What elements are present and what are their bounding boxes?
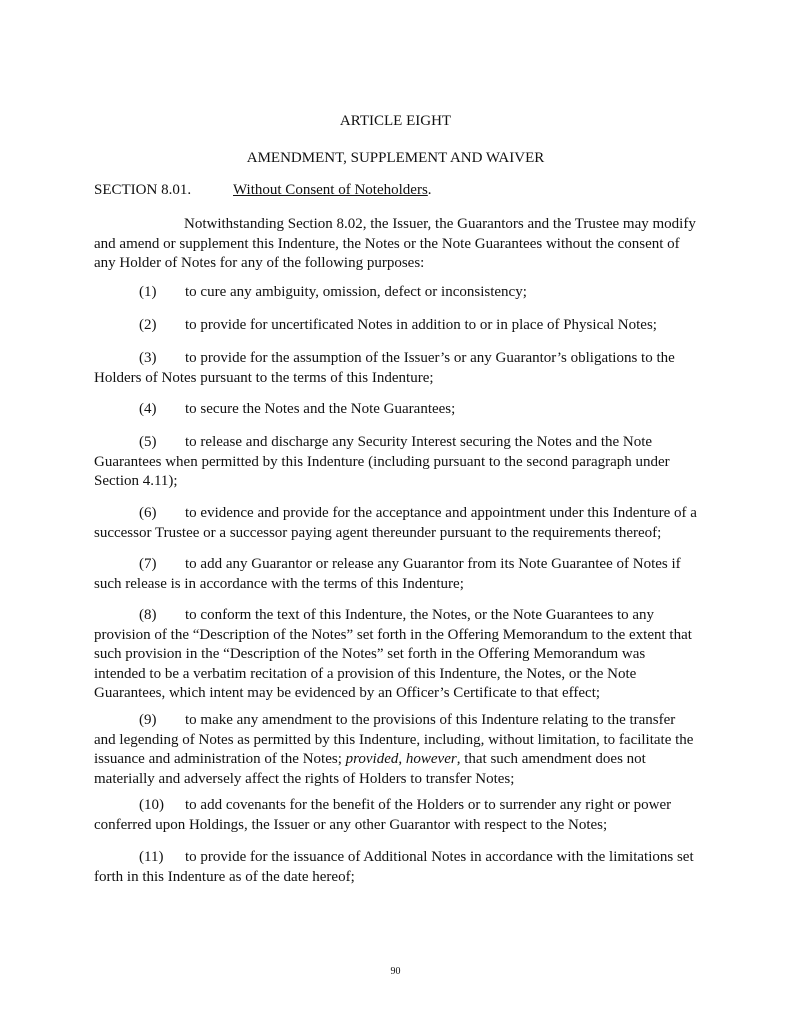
list-item bbox=[94, 796, 698, 835]
list-item-text: to conform the text of this Indenture, the Notes, or the Note Guarantees to any provision of the “Description of the Notes” set forth in the Offering Memorandum to the extent that such provision in the “Description of the Notes” set forth in the Offering Memorandum was intended to be a verbatim recitation of a provision of this Indenture, the Notes, or the Note Guarantees, which intent may be evidenced by an Officer’s Certificate to that effect; bbox=[94, 607, 692, 701]
emphasis-provided: provided bbox=[345, 751, 399, 767]
list-item-text: to release and discharge any Security Interest securing the Notes and the Note Guarantees when permitted by this Indenture (including pursuant to the second paragraph under Section 4.11); bbox=[94, 434, 670, 489]
list-item-text: to provide for the assumption of the Issuer’s or any Guarantor’s obligations to the Holders of Notes pursuant to the terms of this Indenture; bbox=[94, 350, 675, 386]
list-item bbox=[94, 711, 698, 789]
list-item-number: (4) bbox=[139, 401, 157, 417]
list-item-number: (7) bbox=[139, 556, 157, 572]
list-item-number: (3) bbox=[139, 350, 157, 366]
section-number: SECTION 8.01. bbox=[94, 182, 192, 198]
list-item-text: to provide for uncertificated Notes in addition to or in place of Physical Notes; bbox=[185, 317, 657, 333]
list-item-number: (9) bbox=[139, 712, 157, 728]
list-item-number: (1) bbox=[139, 284, 157, 300]
list-item bbox=[94, 433, 698, 492]
list-item bbox=[94, 555, 698, 594]
list-item bbox=[94, 848, 698, 887]
list-item bbox=[94, 349, 698, 388]
list-item-number: (8) bbox=[139, 607, 157, 623]
list-item-text: to add covenants for the benefit of the Holders or to surrender any right or power conferred upon Holdings, the Issuer or any other Guarantor with respect to the Notes; bbox=[94, 797, 672, 833]
emphasis-however: however bbox=[405, 751, 457, 767]
list-item-number: (5) bbox=[139, 434, 157, 450]
list-item-text: to add any Guarantor or release any Guarantor from its Note Guarantee of Notes if such release is in accordance with the terms of this Indenture; bbox=[94, 556, 681, 592]
article-title: ARTICLE EIGHT bbox=[339, 113, 452, 129]
list-item-text: to make any amendment to the provisions of this Indenture relating to the transfer and legending of Notes as permitted by this Indenture, including, without limitation, to facilitate the issuance and administration of the Notes; provided, however, that such amendment does not materially and adversely affect the rights of Holders to transfer Notes; bbox=[94, 712, 694, 787]
section-heading bbox=[94, 181, 432, 200]
list-item bbox=[94, 504, 698, 543]
list-item bbox=[94, 316, 698, 336]
list-item-text: to cure any ambiguity, omission, defect or inconsistency; bbox=[185, 284, 527, 300]
list-item bbox=[94, 606, 698, 704]
page-number: 90 bbox=[390, 966, 401, 977]
list-item-text: to secure the Notes and the Note Guarantees; bbox=[185, 401, 456, 417]
section-title-suffix: . bbox=[427, 182, 432, 198]
list-item-number: (10) bbox=[139, 797, 164, 813]
list-item-text: to provide for the issuance of Additional Notes in accordance with the limitations set forth in this Indenture as of the date hereof; bbox=[94, 849, 694, 885]
intro-paragraph: Notwithstanding Section 8.02, the Issuer, the Guarantors and the Trustee may modify and amend or supplement this Indenture, the Notes or the Note Guarantees without the consent of any Holder of Notes for any of the following purposes: bbox=[94, 216, 696, 271]
section-title: Without Consent of Noteholders bbox=[233, 182, 428, 198]
list-item-number: (6) bbox=[139, 505, 157, 521]
list-item-number: (11) bbox=[139, 849, 164, 865]
list-item bbox=[94, 400, 698, 420]
list-item bbox=[94, 283, 698, 303]
list-item-number: (2) bbox=[139, 317, 157, 333]
list-item-text: to evidence and provide for the acceptance and appointment under this Indenture of a successor Trustee or a successor paying agent thereunder pursuant to the requirements thereof; bbox=[94, 505, 697, 541]
article-subtitle: AMENDMENT, SUPPLEMENT AND WAIVER bbox=[246, 150, 545, 166]
